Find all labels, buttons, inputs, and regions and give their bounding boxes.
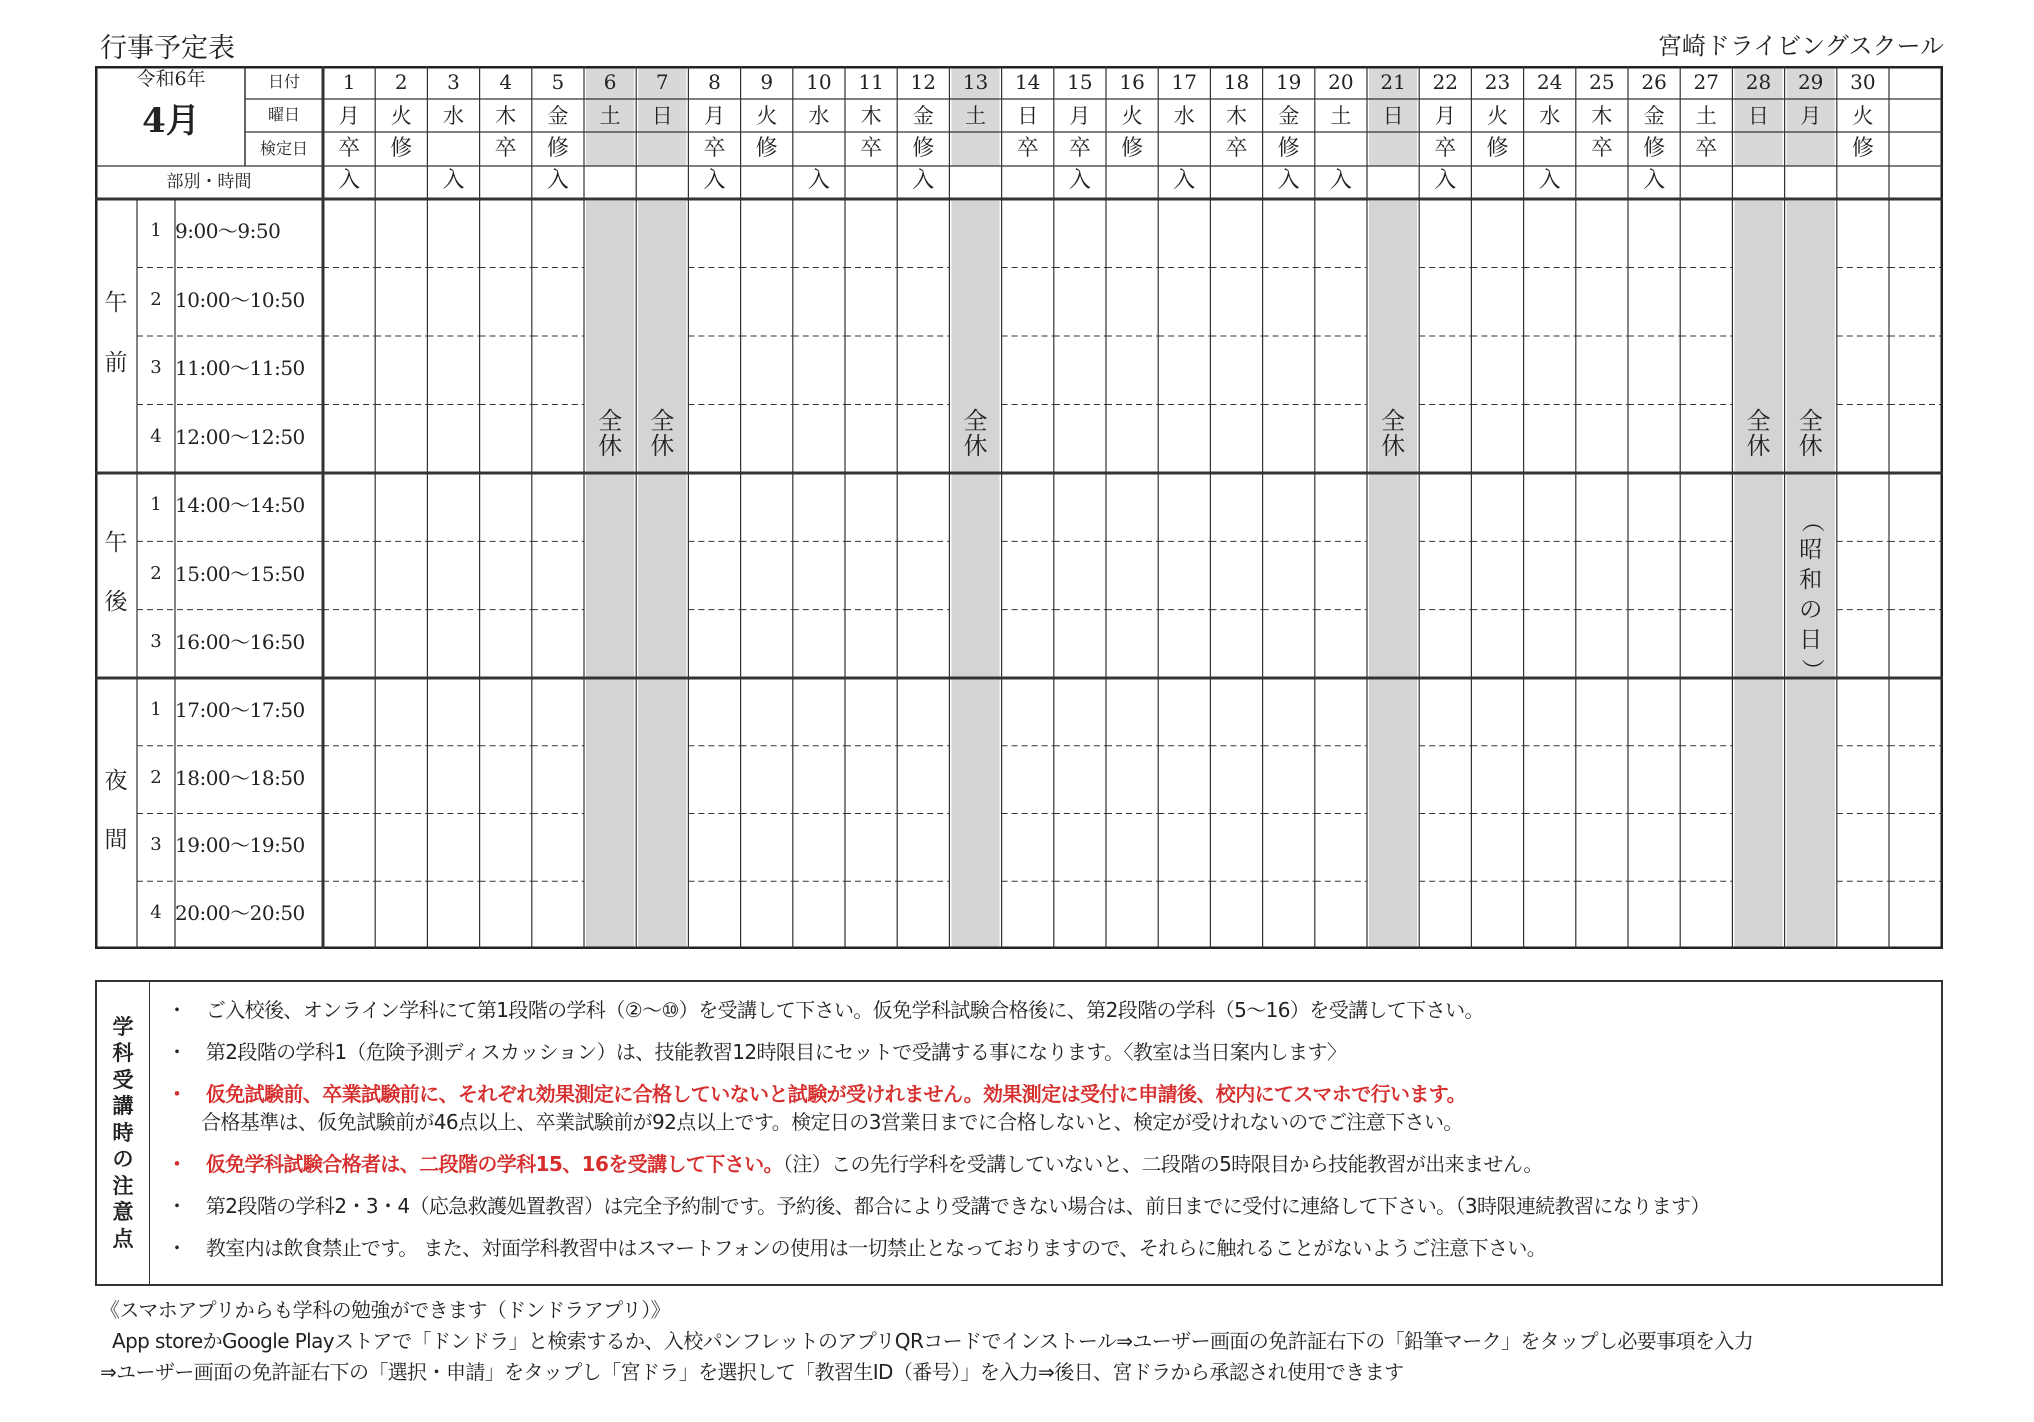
exam-mark-top: 卒	[1068, 136, 1091, 161]
closed-day-label: 全 休	[963, 407, 988, 461]
weekday-label: 火	[756, 104, 778, 128]
weekday-label: 月	[1434, 104, 1456, 128]
exam-mark-top: 卒	[1590, 136, 1613, 161]
day-number: 26	[1641, 70, 1667, 94]
closed-day-shade	[1734, 201, 1782, 947]
weekday-label: 火	[390, 104, 412, 128]
period-number: 3	[150, 630, 162, 652]
exam-mark-top: 修	[755, 136, 778, 161]
day-number: 22	[1432, 70, 1458, 94]
school-name: 宮崎ドライビングスクール	[1657, 32, 1944, 60]
period-number: 1	[150, 698, 162, 720]
notes-side-char: 学	[112, 1014, 134, 1039]
day-number: 18	[1223, 70, 1250, 94]
weekday-label: 木	[1225, 104, 1247, 128]
weekday-label: 金	[912, 104, 934, 128]
section-label: 夜 間	[104, 767, 128, 854]
exam-mark-bottom: 入	[338, 168, 361, 193]
period-time: 14:00〜14:50	[175, 493, 305, 518]
note-line: ・ 仮免学科試験合格者は、二段階の学科15、16を受講して下さい。（注）この先行学科を受講していないと、二段階の5時限目から技能教習が出来ません。	[167, 1152, 1543, 1176]
weekday-label: 水	[808, 104, 830, 128]
day-number: 23	[1484, 70, 1511, 94]
period-number: 1	[150, 220, 162, 242]
note-line: ・ 第2段階の学科2・3・4（応急救護処置教習）は完全予約制です。予約後、都合により受講できない場合は、前日までに受付に連絡して下さい。（3時限連続教習になります）	[167, 1194, 1710, 1218]
exam-mark-bottom: 入	[1434, 168, 1457, 193]
exam-mark-bottom: 入	[1068, 168, 1091, 193]
weekday-label: 火	[1852, 104, 1874, 128]
day-number: 24	[1536, 70, 1563, 94]
exam-mark-top: 卒	[1016, 136, 1039, 161]
period-time: 20:00〜20:50	[175, 901, 305, 926]
exam-mark-bottom: 入	[807, 168, 830, 193]
weekday-label: 水	[442, 104, 464, 128]
exam-mark-bottom: 入	[1643, 168, 1666, 193]
exam-mark-top: 修	[1643, 136, 1666, 161]
exam-mark-top: 修	[546, 136, 569, 161]
exam-mark-top: 卒	[494, 136, 517, 161]
day-number: 3	[447, 70, 460, 94]
exam-mark-top: 卒	[1695, 136, 1718, 161]
row-label-weekday: 曜日	[267, 105, 300, 124]
note-line: 合格基準は、仮免試験前が46点以上、卒業試験前が92点以上です。検定日の3営業日までに合格しないと、検定が受けれないのでご注意下さい。	[201, 1110, 1463, 1134]
closed-day-label: 全 休	[650, 407, 675, 461]
closed-day-label: 全 休	[1746, 407, 1771, 461]
exam-mark-bottom: 入	[442, 168, 465, 193]
app-instructions-1: App storeかGoogle Playストアで「ドンドラ」と検索するか、入校パンフレットのアプリQRコードでインストール⇒ユーザー画面の免許証右下の「鉛筆マーク」をタップし必要事項を入力	[112, 1329, 1754, 1353]
notes-box	[95, 980, 1943, 1286]
period-number: 1	[150, 494, 162, 516]
schedule-table	[95, 66, 1943, 949]
month-label: 4月	[142, 101, 200, 141]
period-number: 4	[150, 425, 162, 447]
weekday-label: 火	[1121, 104, 1143, 128]
weekday-label: 金	[1643, 104, 1665, 128]
weekday-label: 水	[1539, 104, 1561, 128]
closed-day-shade	[1369, 201, 1417, 947]
day-number: 8	[708, 70, 721, 94]
exam-mark-top: 卒	[860, 136, 883, 161]
exam-mark-bottom: 入	[1329, 168, 1352, 193]
weekday-label: 月	[338, 104, 360, 128]
weekday-label: 水	[1173, 104, 1195, 128]
day-number: 9	[760, 70, 774, 94]
exam-mark-bottom: 入	[912, 168, 935, 193]
notes-side-char: 時	[112, 1120, 134, 1145]
note-line: ・ 第2段階の学科1（危険予測ディスカッション）は、技能教習12時限目にセットで受講する事になります。〈教室は当日案内します〉	[167, 1040, 1347, 1064]
weekday-label: 金	[1278, 104, 1300, 128]
weekday-label: 土	[1330, 104, 1352, 128]
notes-side-char: 点	[112, 1226, 134, 1251]
period-number: 3	[150, 834, 162, 856]
closed-day-label: 全 休	[1798, 407, 1823, 461]
day-number: 11	[858, 70, 884, 94]
day-number: 4	[499, 70, 513, 94]
notes-side-char: 意	[112, 1200, 134, 1225]
note-line: ・ ご入校後、オンライン学科にて第1段階の学科（②〜⑩）を受講して下さい。仮免学科試験合格後に、第2段階の学科（5〜16）を受講して下さい。	[167, 998, 1484, 1022]
exam-mark-top: 卒	[1434, 136, 1457, 161]
day-number: 13	[962, 70, 989, 94]
weekday-label: 日	[1747, 104, 1769, 128]
weekday-label: 月	[1800, 104, 1822, 128]
weekday-label: 土	[964, 104, 986, 128]
notes-side-char: 受	[112, 1067, 134, 1092]
closed-day-shade	[638, 201, 686, 947]
section-label: 午 前	[104, 290, 128, 376]
exam-mark-bottom: 入	[546, 168, 569, 193]
exam-mark-top: 修	[1851, 136, 1874, 161]
period-time: 15:00〜15:50	[175, 561, 305, 586]
period-time: 18:00〜18:50	[175, 765, 305, 790]
day-number: 16	[1119, 70, 1145, 94]
closed-day-label: 全 休	[1381, 407, 1406, 461]
exam-mark-top: 修	[1277, 136, 1300, 161]
exam-mark-top: 卒	[1225, 136, 1248, 161]
day-number: 19	[1275, 70, 1302, 94]
notes-side-char: 講	[112, 1094, 134, 1119]
weekday-label: 木	[860, 104, 882, 128]
period-number: 3	[150, 357, 162, 379]
period-time: 19:00〜19:50	[175, 833, 305, 858]
weekday-label: 木	[495, 104, 517, 128]
day-number: 10	[806, 70, 832, 94]
period-number: 4	[150, 902, 162, 924]
row-label-date: 日付	[267, 72, 300, 91]
day-number: 29	[1797, 70, 1824, 94]
day-number: 30	[1850, 70, 1876, 94]
page-title: 行事予定表	[100, 33, 235, 64]
day-number: 7	[655, 70, 669, 94]
closed-day-label: 全 休	[598, 407, 623, 461]
row-label-exam: 検定日	[259, 139, 308, 158]
exam-mark-top: 修	[1121, 136, 1144, 161]
period-time: 11:00〜11:50	[175, 356, 305, 381]
notes-side-char: の	[112, 1147, 134, 1172]
exam-mark-bottom: 入	[1538, 168, 1561, 193]
day-number: 2	[394, 70, 408, 94]
note-line-important: ・ 仮免試験前、卒業試験前に、それぞれ効果測定に合格していないと試験が受けれません。効果測定は受付に申請後、校内にてスマホで行います。	[167, 1082, 1467, 1106]
period-number: 2	[150, 288, 162, 310]
day-number: 12	[910, 70, 936, 94]
day-number: 27	[1693, 70, 1719, 94]
exam-mark-top: 卒	[338, 136, 361, 161]
exam-mark-top: 修	[1486, 136, 1509, 161]
closed-day-shade	[951, 201, 999, 947]
day-number: 5	[551, 70, 565, 94]
schedule-grid	[95, 66, 1943, 949]
notes-side-char: 注	[112, 1173, 134, 1198]
period-number: 2	[150, 766, 162, 788]
day-number: 1	[342, 70, 356, 94]
exam-mark-top: 卒	[703, 136, 726, 161]
exam-mark-top: 修	[912, 136, 935, 161]
note-important-text: 仮免学科試験合格者は、二段階の学科15、16を受講して下さい。	[205, 1152, 783, 1176]
period-time: 9:00〜9:50	[175, 219, 281, 244]
weekday-label: 木	[1591, 104, 1613, 128]
app-title: 《スマホアプリからも学科の勉強ができます（ドンドラアプリ）》	[100, 1298, 670, 1322]
period-time: 12:00〜12:50	[175, 424, 305, 449]
weekday-label: 土	[1695, 104, 1717, 128]
weekday-label: 日	[1382, 104, 1404, 128]
weekday-label: 日	[651, 104, 673, 128]
period-number: 2	[150, 562, 162, 584]
day-number: 28	[1745, 70, 1772, 94]
exam-mark-top: 修	[390, 136, 413, 161]
weekday-label: 月	[1069, 104, 1091, 128]
section-label: 午 後	[104, 529, 128, 616]
weekday-label: 月	[703, 104, 725, 128]
day-number: 21	[1380, 70, 1406, 94]
day-number: 20	[1328, 70, 1354, 94]
day-number: 14	[1014, 70, 1041, 94]
day-number: 15	[1067, 70, 1093, 94]
era-year: 令和6年	[136, 68, 206, 90]
holiday-note: （ 昭 和 の 日 ）	[1798, 509, 1825, 682]
exam-mark-bottom: 入	[1173, 168, 1196, 193]
exam-mark-bottom: 入	[703, 168, 726, 193]
weekday-label: 火	[1486, 104, 1508, 128]
note-line: ・ 教室内は飲食禁止です。 また、対面学科教習中はスマートフォンの使用は一切禁止となっておりますので、それらに触れることがないようご注意下さい。	[167, 1236, 1547, 1260]
weekday-label: 金	[547, 104, 569, 128]
period-time: 16:00〜16:50	[175, 629, 305, 654]
weekday-label: 日	[1017, 104, 1039, 128]
period-time: 17:00〜17:50	[175, 697, 305, 722]
notes-side-label	[97, 982, 150, 1284]
exam-mark-bottom: 入	[1277, 168, 1300, 193]
notes-side-char: 科	[112, 1041, 134, 1066]
day-number: 25	[1589, 70, 1615, 94]
day-number: 6	[603, 70, 617, 94]
closed-day-shade	[586, 201, 634, 947]
app-instructions-2: ⇒ユーザー画面の免許証右下の「選択・申請」をタップし「宮ドラ」を選択して「教習生ID（番号）」を入力⇒後日、宮ドラから承認され使用できます	[100, 1360, 1404, 1384]
period-time: 10:00〜10:50	[175, 287, 305, 312]
day-number: 17	[1171, 70, 1197, 94]
weekday-label: 土	[599, 104, 621, 128]
row-label-section-time: 部別・時間	[166, 172, 252, 192]
